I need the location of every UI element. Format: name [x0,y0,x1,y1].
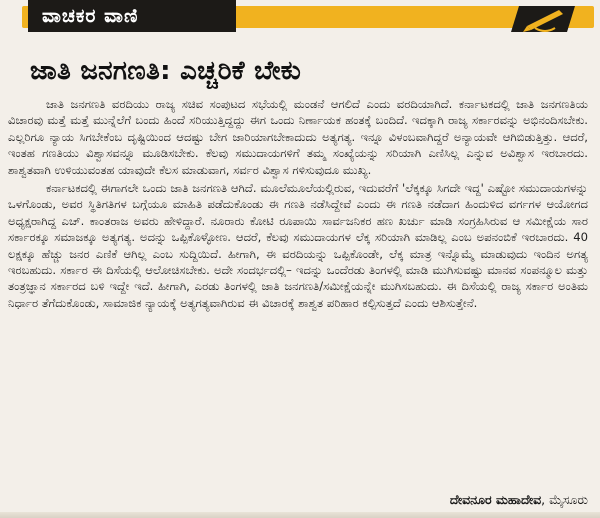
pen-icon [505,0,591,38]
article-paragraph: ಕರ್ನಾಟಕದಲ್ಲಿ ಈಗಾಗಲೇ ಒಂದು ಜಾತಿ ಜನಗಣತಿ ಆಗಿದೆ. ಮೂಲೆಮೂಲೆಯಲ್ಲಿರುವ, ಇದುವರೆಗೆ 'ಲೆಕ್ಕಕ್ಕೂ ಸಿಗದೇ ಇದ್ದ' ಎಷ್ಟೋ ಸಮುದಾಯಗಳನ್ನು ಒಳಗೊಂಡು, ಅವರ ಸ್ಥಿತಿಗತಿಗಳ ಬಗ್ಗೆಯೂ ಮಾಹಿತಿ ಪಡೆದುಕೊಂಡು ಈ ಗಣತಿ ನಡೆಸಿದ್ದೇವೆ ಎಂದು ಈ ಗಣತಿ ನಡೆದಾಗ ಹಿಂದುಳಿದ ವರ್ಗಗಳ ಆಯೋಗದ ಅಧ್ಯಕ್ಷರಾಗಿದ್ದ ಎಚ್. ಕಾಂತರಾಜ ಅವರು ಹೇಳಿದ್ದಾರೆ. ನೂರಾರು ಕೋಟಿ ರೂಪಾಯಿ ಸಾರ್ವಜನಿಕರ ಹಣ ಖರ್ಚು ಮಾಡಿ ಸಂಗ್ರಹಿಸಿರುವ ಆ ಸಮೀಕ್ಷೆಯ ಸಾರ ಸರ್ಕಾರಕ್ಕೂ ಸಮಾಜಕ್ಕೂ ಅತ್ಯಗತ್ಯ. ಅದನ್ನು ಒಪ್ಪಿಕೊಳ್ಳೋಣ. ಆದರೆ, ಕೆಲವು ಸಮುದಾಯಗಳ ಲೆಕ್ಕ ಸರಿಯಾಗಿ ಮಾಡಿಲ್ಲ ಎಂಬ ಅಪನಂಬಿಕೆ ಇರಬಾರದು. 40 ಲಕ್ಷಕ್ಕೂ ಹೆಚ್ಚು ಜನರ ಎಣಿಕೆ ಆಗಿಲ್ಲ ಎಂಬ ಸುದ್ದಿಯಿದೆ. ಹೀಗಾಗಿ, ಈ ವರದಿಯನ್ನು ಒಪ್ಪಿಕೊಂಡೇ, ಲೆಕ್ಕ ಮಾತ್ರ ಇನ್ನೊಮ್ಮೆ ಮಾಡುವುದು ಇಂದಿನ ಅಗತ್ಯ ಇರಬಹುದು. ಸರ್ಕಾರ ಈ ದಿಸೆಯಲ್ಲಿ ಆಲೋಚಿಸಬೇಕು. ಅದೇ ಸಂದರ್ಭದಲ್ಲಿ– ಇದನ್ನು ಒಂದೆರಡು ತಿಂಗಳಲ್ಲಿ ಮಾಡಿ ಮುಗಿಸುವಷ್ಟು ಮಾನವ ಸಂಪನ್ಮೂಲ ಮತ್ತು ತಂತ್ರಜ್ಞಾನ ಸರ್ಕಾರದ ಬಳಿ ಇದ್ದೇ ಇದೆ. ಹೀಗಾಗಿ, ಎರಡು ತಿಂಗಳಲ್ಲಿ ಜಾತಿ ಜನಗಣತಿ/ಸಮೀಕ್ಷೆಯನ್ನೇ ಮುಗಿಸಬಹುದು. ಈ ದಿಸೆಯಲ್ಲಿ ರಾಜ್ಯ ಸರ್ಕಾರ ಅಂತಿಮ ನಿರ್ಧಾರ ತೆಗೆದುಕೊಂಡು, ಸಾಮಾಜಿಕ ನ್ಯಾಯಕ್ಕೆ ಅತ್ಯಗತ್ಯವಾಗಿರುವ ಈ ವಿಚಾರಕ್ಕೆ ಶಾಶ್ವತ ಪರಿಹಾರ ಕಲ್ಪಿಸುತ್ತದೆ ಎಂದು ಆಶಿಸುತ್ತೇನೆ. [8,181,588,310]
article-headline: ಜಾತಿ ಜನಗಣತಿ: ಎಚ್ಚರಿಕೆ ಬೇಕು [30,56,302,86]
column-banner [0,0,600,40]
article-body [8,96,588,313]
column-title: ವಾಚಕರ ವಾಣಿ [28,0,236,32]
author-place: , ಮೈಸೂರು [541,492,588,507]
page-edge [0,512,600,518]
author-name: ದೇವನೂರ ಮಹಾದೇವ [449,492,542,507]
article-paragraph: ಜಾತಿ ಜನಗಣತಿ ವರದಿಯು ರಾಜ್ಯ ಸಚಿವ ಸಂಪುಟದ ಸಭೆಯಲ್ಲಿ ಮಂಡನೆ ಆಗಲಿದೆ ಎಂದು ವರದಿಯಾಗಿದೆ. ಕರ್ನಾಟಕದಲ್ಲಿ ಜಾತಿ ಜನಗಣತಿಯ ವಿಚಾರವು ಮತ್ತೆ ಮತ್ತೆ ಮುನ್ನೆಲೆಗೆ ಬಂದು ಹಿಂದೆ ಸರಿಯುತ್ತಿದ್ದದ್ದು ಈಗ ಒಂದು ನಿರ್ಣಾಯಕ ಹಂತಕ್ಕೆ ಬಂದಿದೆ. ಇದಕ್ಕಾಗಿ ರಾಜ್ಯ ಸರ್ಕಾರವನ್ನು ಅಭಿನಂದಿಸಬೇಕು. ಎಲ್ಲರಿಗೂ ನ್ಯಾಯ ಸಿಗಬೇಕೆಂಬ ದೃಷ್ಟಿಯಿಂದ ಆದಷ್ಟು ಬೇಗ ಜಾರಿಯಾಗಬೇಕಾದುದು ಅತ್ಯಗತ್ಯ. ಇನ್ನೂ ವಿಳಂಬವಾಗಿದ್ದರೆ ಅನ್ಯಾಯವೇ ಆಗಿಬಿಡುತ್ತಿತ್ತು. ಆದರೆ, ಇಂತಹ ಗಣತಿಯು ವಿಶ್ವಾಸವನ್ನೂ ಮೂಡಿಸಬೇಕು. ಕೆಲವು ಸಮುದಾಯಗಳಿಗೆ ತಮ್ಮ ಸಂಖ್ಯೆಯನ್ನು ಸರಿಯಾಗಿ ಎಣಿಸಿಲ್ಲ ಎನ್ನುವ ಅವಿಶ್ವಾಸ ಇರಬಾರದು. ಶಾಶ್ವತವಾಗಿ ಉಳಿಯುವಂತಹ ಯಾವುದೇ ಕೆಲಸ ಮಾಡುವಾಗ, ಸರ್ವರ ವಿಶ್ವಾಸ ಗಳಿಸುವುದೂ ಮುಖ್ಯ. [8,97,588,177]
author-byline [450,492,588,508]
